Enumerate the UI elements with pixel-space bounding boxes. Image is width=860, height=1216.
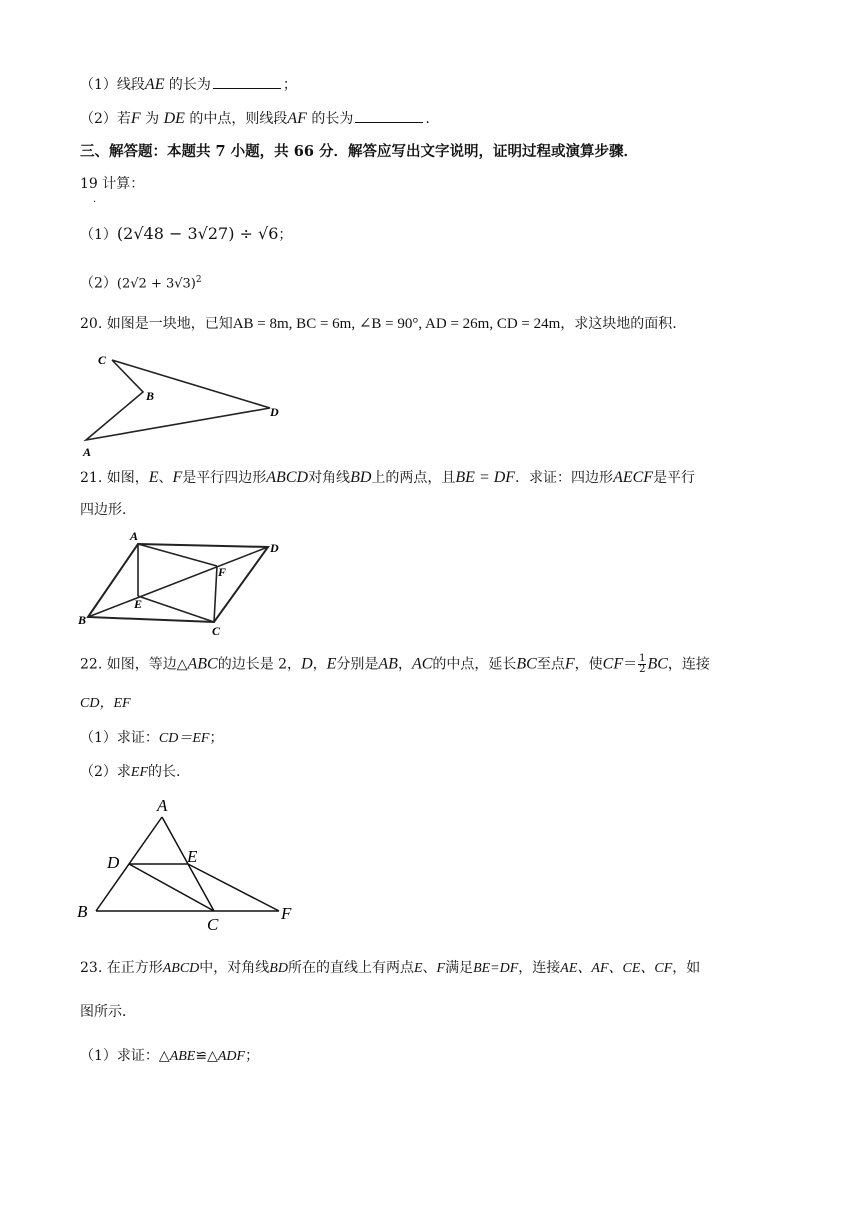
label-c: C [212, 624, 221, 638]
section-heading: 三、解答题：本题共 7 小题，共 66 分．解答应写出文字说明，证明过程或演算步骤． [80, 143, 638, 160]
label-b: B [146, 389, 155, 403]
answer-blank[interactable] [213, 74, 281, 89]
fraction-one-half: $\frac{1}{2}$ [639, 653, 646, 675]
label-f: F [218, 565, 227, 579]
q19-part2: $(2)(2√2 + 3√3)^2$ [80, 275, 202, 292]
quadrilateral-abcd [86, 360, 270, 440]
q22-stem-line2: CD，EF [80, 696, 131, 711]
q18-part2: （2）若F 为 DE 的中点，则线段AF 的长为 . [80, 110, 430, 127]
segment-af [138, 544, 217, 566]
label-b: B [77, 902, 88, 921]
q19-part1: （1）(2√48 − 3√27) ÷ √6； [80, 224, 293, 243]
q19-stem: 19 计算： [80, 176, 145, 192]
label-d: D [270, 541, 279, 555]
q23-part1: （1）求证：△ABE≌△ADF； [80, 1048, 260, 1064]
q19-dot: . [93, 194, 97, 205]
label-a: A [157, 796, 168, 815]
label-c: C [207, 915, 219, 934]
q22-stem-line1: 22. 如图，等边△ABC的边长是 2，D，E分别是AB，AC的中点，延长BC至点F，使CF＝ $\frac{1}{2}$ BC，连接 [80, 653, 710, 675]
q21-figure [76, 530, 291, 640]
label-a: A [83, 445, 92, 459]
label-b: B [78, 613, 87, 627]
answer-blank[interactable] [355, 108, 423, 123]
label-d: D [270, 405, 279, 419]
q21-stem-line2: 四边形. [80, 502, 127, 518]
q22-part2: （2）求EF的长. [80, 764, 181, 780]
q20-figure [80, 350, 290, 460]
q22-part1: （1）求证：CD＝EF； [80, 730, 224, 746]
q22-figure [74, 795, 304, 935]
q20-stem: 20. 如图是一块地，已知AB = 8m, BC = 6m, ∠B = 90°, AD = 26m, CD = 24m，求这块地的面积. [80, 316, 677, 332]
q21-stem-line1: 21. 如图，E、F是平行四边形ABCD对角线BD上的两点，且BE = DF．求证：四边形AECF是平行 [80, 469, 696, 486]
label-c: C [98, 353, 107, 367]
label-f: F [281, 904, 292, 923]
q23-stem-line1: 23. 在正方形ABCD中，对角线BD所在的直线上有两点E、F满足BE=DF，连接AE、AF、CE、CF，如 [80, 960, 701, 976]
label-a: A [130, 530, 139, 543]
q18-part1: （1）线段AE 的长为 ； [80, 76, 297, 93]
segment-cf [214, 566, 217, 622]
label-e: E [187, 847, 198, 866]
label-d: D [107, 853, 120, 872]
diagonal-bd [88, 547, 268, 617]
q23-stem-line2: 图所示． [80, 1004, 136, 1020]
segment-ce [138, 596, 214, 622]
label-e: E [134, 597, 143, 611]
